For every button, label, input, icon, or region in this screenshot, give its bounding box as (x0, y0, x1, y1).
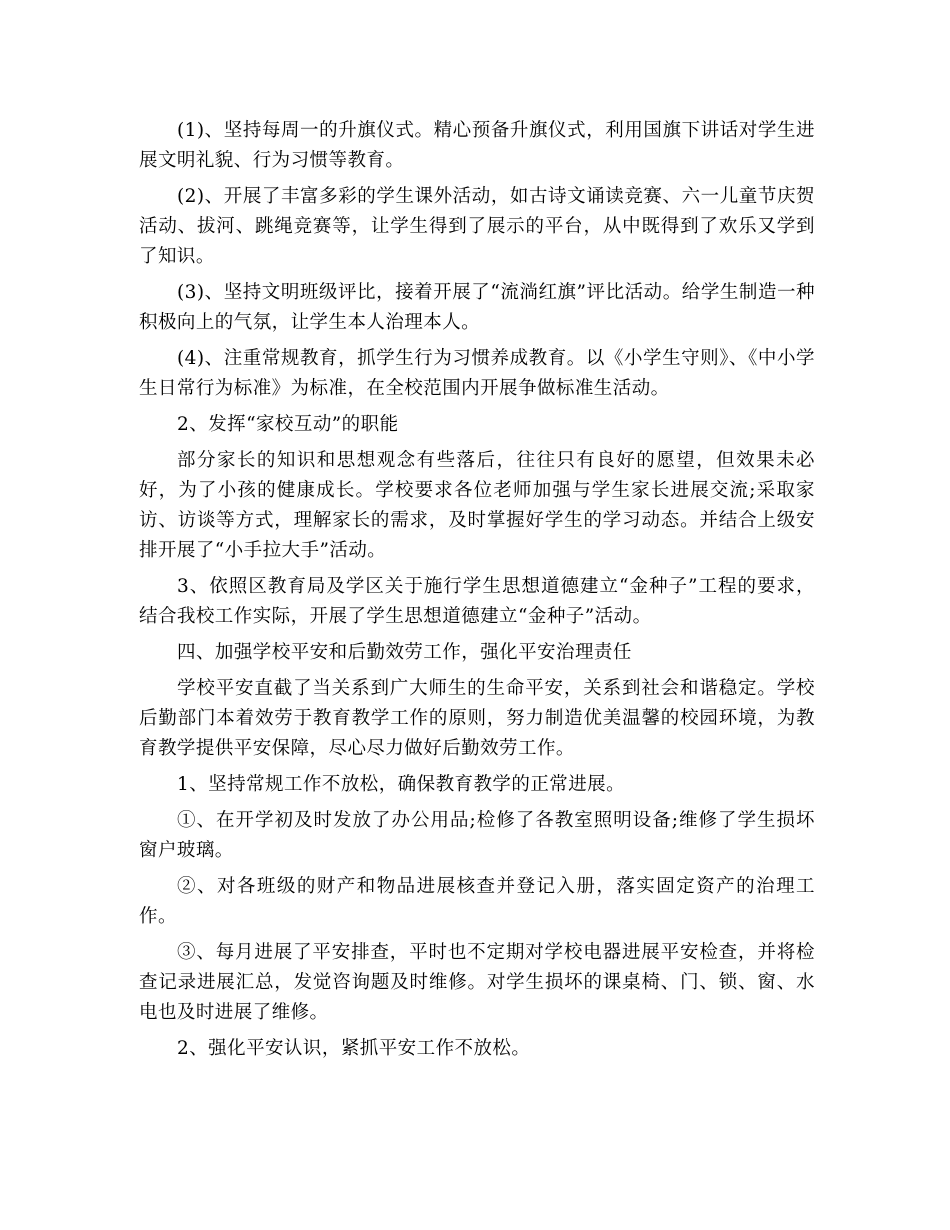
paragraph-extracurricular: (2)、开展了丰富多彩的学生课外活动，如古诗文诵读竞赛、六一儿童节庆贺活动、拔河、跳绳竞赛等，让学生得到了展示的平台，从中既得到了欢乐又学到了知识。 (139, 186, 815, 267)
paragraph-parents: 部分家长的知识和思想观念有些落后，往往只有良好的愿望，但效果未必好，为了小孩的健康成长。学校要求各位老师加强与学生家长进展交流;采取家访、访谈等方式，理解家长的需求，及时掌握好学生的学习动态。并结合上级安排开展了“小手拉大手”活动。 (139, 450, 815, 561)
paragraph-safety-intro: 学校平安直截了当关系到广大师生的生命平安，关系到社会和谐稳定。学校后勤部门本着效劳于教育教学工作的原则，努力制造优美温馨的校园环境，为教育教学提供平安保障，尽心尽力做好后勤效劳工作。 (139, 678, 815, 759)
paragraph-golden-seed: 3、依照区教育局及学区关于施行学生思想道德建立“金种子”工程的要求，结合我校工作实际，开展了学生思想道德建立“金种子”活动。 (139, 576, 815, 627)
heading-routine-work: 1、坚持常规工作不放松，确保教育教学的正常进展。 (177, 774, 626, 795)
document-body (139, 116, 815, 1064)
paragraph-assets: ②、对各班级的财产和物品进展核查并登记入册，落实固定资产的治理工作。 (139, 876, 815, 927)
heading-safety-logistics: 四、加强学校平安和后勤效劳工作，强化平安治理责任 (177, 642, 632, 663)
paragraph-routine-education: (4)、注重常规教育，抓学生行为习惯养成教育。以《小学生守则》、《中小学生日常行为标准》为标准，在全校范围内开展争做标准生活动。 (139, 348, 815, 399)
paragraph-inspection: ③、每月进展了平安排查，平时也不定期对学校电器进展平安检查，并将检查记录进展汇总，发觉咨询题及时维修。对学生损坏的课桌椅、门、锁、窗、水电也及时进展了维修。 (139, 942, 815, 1023)
heading-safety-awareness: 2、强化平安认识，紧抓平安工作不放松。 (177, 1038, 531, 1059)
paragraph-flag-ceremony: (1)、坚持每周一的升旗仪式。精心预备升旗仪式，利用国旗下讲话对学生进展文明礼貌、行为习惯等教育。 (139, 120, 815, 171)
heading-home-school: 2、发挥“家校互动”的职能 (177, 414, 399, 435)
paragraph-class-evaluation: (3)、坚持文明班级评比，接着开展了“流淌红旗”评比活动。给学生制造一种积极向上的气氛，让学生本人治理本人。 (139, 282, 815, 333)
paragraph-supplies: ①、在开学初及时发放了办公用品;检修了各教室照明设备;维修了学生损坏窗户玻璃。 (139, 810, 815, 861)
